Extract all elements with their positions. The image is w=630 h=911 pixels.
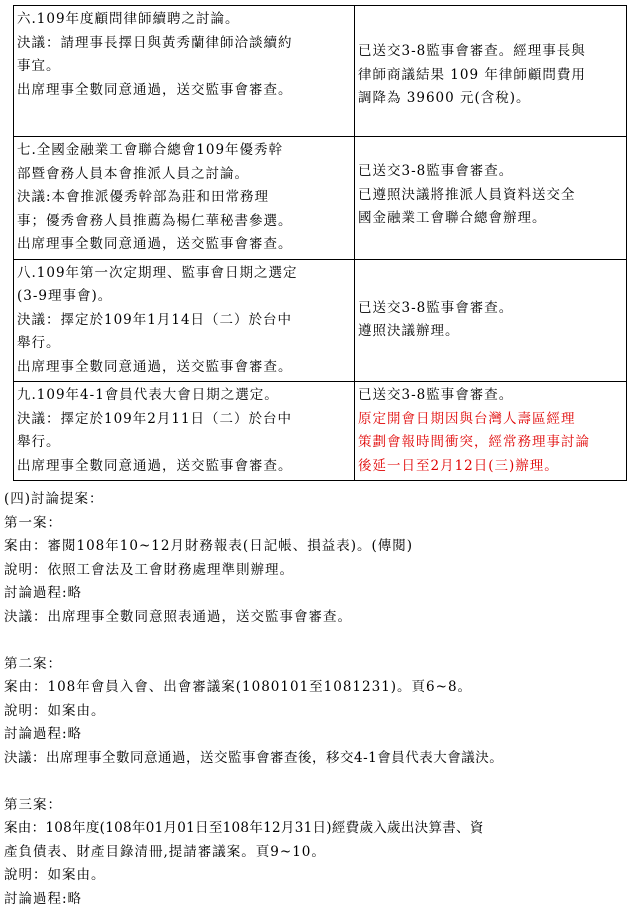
result-line: 已遵照決議將推派人員資料送交全 xyxy=(358,184,623,208)
result-line: 已送交3-8監事會審查。 xyxy=(358,297,623,321)
table-row xyxy=(14,137,627,260)
case-title: 第二案： xyxy=(4,653,626,677)
case-process: 討論過程:略 xyxy=(4,888,626,911)
result-note-red: 原定開會日期因與台灣人壽區經理 xyxy=(358,408,623,432)
item-line: 事；優秀會務人員推薦為楊仁華秘書參選。 xyxy=(17,210,351,234)
result-line: 國金融業工會聯合總會辦理。 xyxy=(358,207,623,231)
minutes-table xyxy=(13,5,627,481)
item-line: 七.全國金融業工會聯合總會109年優秀幹 xyxy=(17,139,351,163)
item-line: 決議：擇定於109年1月14日（二）於台中 xyxy=(17,309,351,333)
discussion-section xyxy=(4,488,626,911)
item-6-result-cell xyxy=(355,6,627,137)
result-line: 已送交3-8監事會審查。 xyxy=(358,384,623,408)
result-note-red: 策劃會報時間衝突，經常務理事討論 xyxy=(358,431,623,455)
case-process: 討論過程:略 xyxy=(4,723,626,747)
item-line: 出席理事全數同意通過，送交監事會審查。 xyxy=(17,233,351,257)
case-resolution: 決議：出席理事全數同意照表通過，送交監事會審查。 xyxy=(4,606,626,630)
case-reason: 案由：108年會員入會、出會審議案(1080101至1081231)。頁6~8。 xyxy=(4,676,626,700)
table-row xyxy=(14,6,627,137)
item-8-cell xyxy=(14,259,355,382)
item-6-cell xyxy=(14,6,355,137)
item-7-result-cell xyxy=(355,137,627,260)
case-resolution: 決議：出席理事全數同意通過，送交監事會審查後，移交4-1會員代表大會議決。 xyxy=(4,747,626,771)
item-line: 八.109年第一次定期理、監事會日期之選定 xyxy=(17,262,351,286)
item-7-cell xyxy=(14,137,355,260)
item-line: 九.109年4-1會員代表大會日期之選定。 xyxy=(17,384,351,408)
item-line: 舉行。 xyxy=(17,431,351,455)
item-line: 出席理事全數同意通過，送交監事會審查。 xyxy=(17,455,351,479)
case-explanation: 說明：依照工會法及工會財務處理準則辦理。 xyxy=(4,559,626,583)
item-line: 六.109年度顧問律師續聘之討論。 xyxy=(17,8,351,32)
item-line: 決議:本會推派優秀幹部為莊和田常務理 xyxy=(17,186,351,210)
case-title: 第一案： xyxy=(4,512,626,536)
item-line: (3-9理事會)。 xyxy=(17,285,351,309)
item-line: 決議：請理事長擇日與黃秀蘭律師洽談續約 xyxy=(17,32,351,56)
case-reason: 案由：108年度(108年01月01日至108年12月31日)經費歲入歲出決算書、資 xyxy=(4,817,626,841)
item-8-result-cell xyxy=(355,259,627,382)
table-row xyxy=(14,259,627,382)
item-line: 舉行。 xyxy=(17,332,351,356)
case-title: 第三案： xyxy=(4,794,626,818)
result-line: 已送交3-8監事會審查。 xyxy=(358,160,623,184)
case-3 xyxy=(4,794,626,911)
item-9-cell xyxy=(14,382,355,481)
result-line: 已送交3-8監事會審查。經理事長與 xyxy=(358,40,623,64)
case-2 xyxy=(4,653,626,771)
result-note-red: 後延一日至2月12日(三)辦理。 xyxy=(358,455,623,479)
item-line: 部暨會務人員本會推派人員之討論。 xyxy=(17,163,351,187)
item-line: 事宜。 xyxy=(17,55,351,79)
case-process: 討論過程:略 xyxy=(4,582,626,606)
result-line: 調降為 39600 元(含稅)。 xyxy=(358,87,623,111)
table-row xyxy=(14,382,627,481)
case-explanation: 說明：如案由。 xyxy=(4,864,626,888)
item-9-result-cell xyxy=(355,382,627,481)
section-heading: (四)討論提案： xyxy=(4,488,626,512)
case-reason-continued: 產負債表、財產目錄清冊,提請審議案。頁9~10。 xyxy=(4,841,626,865)
item-line: 出席理事全數同意通過，送交監事會審查。 xyxy=(17,356,351,380)
result-line: 遵照決議辦理。 xyxy=(358,320,623,344)
case-1 xyxy=(4,512,626,630)
case-explanation: 說明：如案由。 xyxy=(4,700,626,724)
result-line: 律師商議結果 109 年律師顧問費用 xyxy=(358,64,623,88)
case-reason: 案由：審閱108年10~12月財務報表(日記帳、損益表)。(傳閱) xyxy=(4,535,626,559)
item-line: 出席理事全數同意通過，送交監事會審查。 xyxy=(17,79,351,103)
item-line: 決議：擇定於109年2月11日（二）於台中 xyxy=(17,408,351,432)
